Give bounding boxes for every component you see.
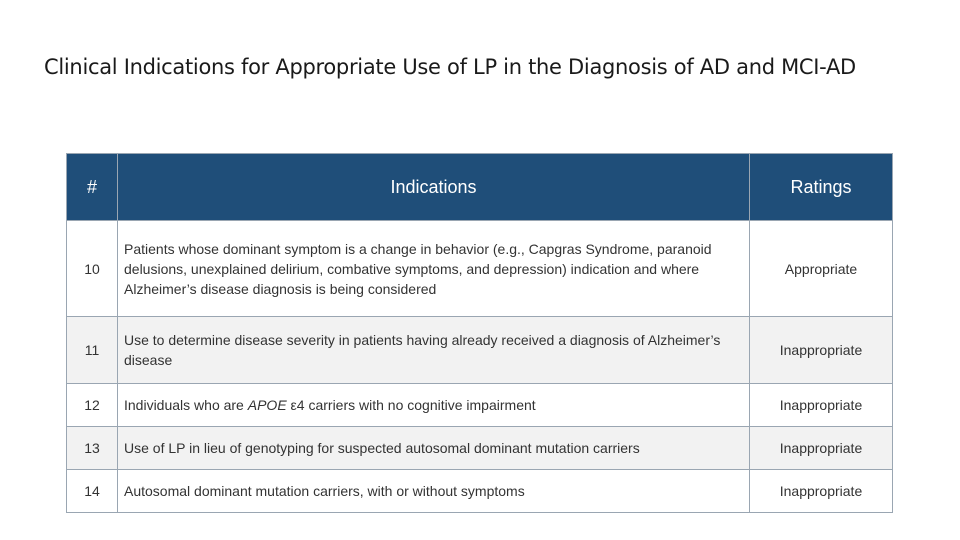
row-number: 13 (67, 427, 118, 470)
header-ratings: Ratings (750, 154, 893, 221)
gene-name: APOE (247, 397, 287, 413)
row-indication (118, 384, 750, 427)
header-number: # (67, 154, 118, 221)
slide-title: Clinical Indications for Appropriate Use of LP in the Diagnosis of AD and MCI-AD (44, 55, 856, 79)
row-number: 14 (67, 470, 118, 513)
row-indication: Use of LP in lieu of genotyping for suspected autosomal dominant mutation carriers (118, 427, 750, 470)
indications-table (66, 153, 893, 513)
row-rating: Inappropriate (750, 384, 893, 427)
table-row (67, 317, 893, 384)
row-rating: Inappropriate (750, 427, 893, 470)
row-indication: Patients whose dominant symptom is a change in behavior (e.g., Capgras Syndrome, paranoid delusions, unexplained delirium, combative symptoms, and depression) indication and where Alzheimer’s disease diagnosis is being considered (118, 221, 750, 317)
row-rating: Appropriate (750, 221, 893, 317)
table-header-row (67, 154, 893, 221)
row-number: 12 (67, 384, 118, 427)
indication-text-post: ε4 carriers with no cognitive impairment (286, 397, 536, 413)
indication-text-pre: Individuals who are (124, 397, 248, 413)
row-rating: Inappropriate (750, 317, 893, 384)
row-indication: Autosomal dominant mutation carriers, with or without symptoms (118, 470, 750, 513)
row-number: 10 (67, 221, 118, 317)
row-number: 11 (67, 317, 118, 384)
header-indications: Indications (118, 154, 750, 221)
row-rating: Inappropriate (750, 470, 893, 513)
table-row (67, 427, 893, 470)
table-row (67, 384, 893, 427)
table-row (67, 221, 893, 317)
table-row (67, 470, 893, 513)
row-indication: Use to determine disease severity in patients having already received a diagnosis of Alzheimer’s disease (118, 317, 750, 384)
